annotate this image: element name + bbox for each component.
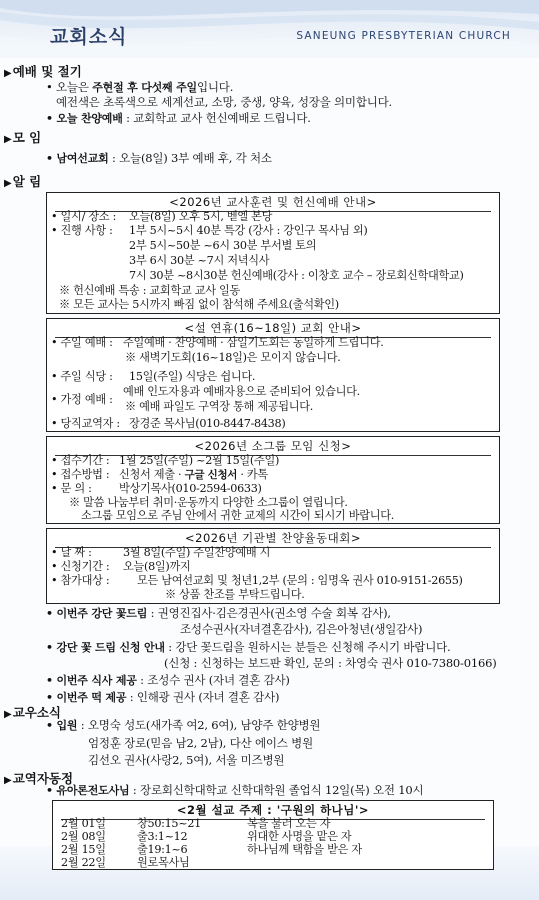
box4-line-3: • 참가대상 : 모든 남여선교회 및 청년1,2부 (문의 : 임명옥 권사 010-9151-2655) — [51, 574, 463, 587]
section-meeting: ▶모 임 — [4, 130, 42, 145]
members-line-2: 엄정훈 장로(믿음 남2, 2남), 다산 에이스 병원 — [88, 736, 313, 750]
box2-line-2: ※ 새벽기도회(16~18일)은 모이지 않습니다. — [125, 351, 341, 364]
triangle-icon: ▶ — [4, 134, 12, 145]
box2-line-5: • 당직교역자 : 장경준 목사님(010-8447-8438) — [51, 417, 286, 430]
flower-apply-line-1: • 강단 꽃 드림 신청 안내 : 강단 꽃드림을 원하시는 분들은 신청해 주시기 바랍니다. — [46, 640, 451, 654]
box4-line-1: • 날 짜 : 3월 8일(주일) 주일찬양예배 시 — [51, 546, 271, 559]
box2-line-4a: 예배 인도자용과 예배자용으로 준비되어 있습니다. — [123, 385, 360, 398]
box2-line-4-label: • 가정 예배 : — [51, 393, 113, 406]
flower-line-1: • 이번주 강단 꽃드림 : 권영진집사·김은경권사(권소영 수술 회복 감사), — [46, 606, 391, 620]
church-name: SANEUNG PRESBYTERIAN CHURCH — [296, 30, 511, 42]
box3-line-2: • 접수방법 : 신청서 제출 · 구글 신청서 · 카톡 — [51, 468, 268, 481]
box2-line-4b: ※ 예배 파일도 구역장 통해 제공됩니다. — [125, 400, 314, 413]
box1-line-7: ※ 모든 교사는 5시까지 빠짐 없이 참석해 주세요(출석확인) — [59, 298, 339, 311]
cake-line: • 이번주 떡 제공 : 인해광 권사 (자녀 결혼 감사) — [46, 690, 280, 704]
sermon-date: 2월 22일 — [61, 856, 106, 869]
box-title: <2026년 기관별 찬양율동대회> — [47, 530, 499, 546]
meal-line: • 이번주 식사 제공 : 조성수 권사 (자녀 결혼 감사) — [46, 673, 290, 687]
box1-line-1: • 일시/ 장소 : 오늘(8일) 오후 5시, 벧엘 본당 — [51, 210, 273, 223]
holiday-box — [46, 318, 500, 432]
box2-line-3: • 주일 식당 : 15일(주일) 식당은 쉽니다. — [51, 370, 256, 383]
sermon-date: 2월 01일 — [61, 817, 106, 830]
box4-line-2: • 신청기간 : 오늘(8일)까지 — [51, 560, 191, 573]
triangle-icon: ▶ — [4, 775, 12, 786]
sermon-title: 위대한 사명을 맡은 자 — [247, 830, 352, 843]
small-group-box — [46, 436, 500, 524]
mission-line: • 유아론전도사님 : 장로회신학대학교 신학대학원 졸업식 12일(목) 오전 10시 — [46, 783, 424, 797]
box3-line-1: • 접수기간 : 1월 25일(주일) ~2월 15일(주일) — [51, 454, 280, 467]
box2-line-1: • 주일 예배 : 주일예배 · 찬양예배 · 삼일기도회는 동일하게 드립니다. — [51, 336, 384, 349]
section-notice: ▶알 림 — [4, 174, 42, 189]
flower-line-2: 조성수권사(자녀결혼감사), 김은아청년(생일감사) — [180, 622, 423, 636]
worship-line-3: • 오늘 찬양예배 : 교회학교 교사 헌신예배로 드립니다. — [46, 111, 311, 125]
triangle-icon: ▶ — [4, 709, 12, 720]
triangle-icon: ▶ — [4, 178, 12, 189]
worship-line-1: • 오늘은 주현절 후 다섯째 주일입니다. — [46, 80, 234, 94]
section-mission: ▶교역자동정 — [4, 771, 74, 786]
sermon-ref: 창50:15~21 — [137, 817, 201, 830]
sermon-date: 2월 08일 — [61, 830, 106, 843]
teacher-training-box — [46, 192, 500, 314]
box3-line-5: 소그룹 모임으로 주님 안에서 귀한 교제의 시간이 되시기 바랍니다. — [81, 509, 394, 522]
sermon-title: 복을 불러 오는 자 — [247, 817, 331, 830]
members-line-1: • 입원 : 오명숙 성도(새가족 여2, 6여), 남양주 한양병원 — [46, 718, 321, 732]
sermon-box — [52, 800, 494, 870]
section-members: ▶교우소식 — [4, 705, 62, 720]
box1-line-5: 7시 30분 ~8시30분 헌신예배(강사 : 이창호 교수 – 장로회신학대학교) — [129, 269, 464, 282]
flower-apply-line-2: (신청 : 신청하는 보드판 확인, 문의 : 차영숙 권사 010-7380-0166) — [164, 656, 497, 670]
members-line-3: 김선오 권사(사랑2, 5여), 서울 미즈병원 — [88, 753, 285, 767]
section-worship: ▶예배 및 절기 — [4, 64, 82, 79]
sermon-date: 2월 15일 — [61, 843, 106, 856]
triangle-icon: ▶ — [4, 68, 12, 79]
box1-line-4: 3부 6시 30분 ~7시 저녁식사 — [129, 254, 270, 267]
box1-line-6: ※ 헌신예배 특송 : 교회학교 교사 일동 — [59, 284, 240, 297]
page-title: 교회소식 — [50, 26, 128, 48]
box1-line-3: 2부 5시~50분 ~6시 30분 부서별 토의 — [129, 239, 317, 252]
box-title: <2026년 소그룹 모임 신청> — [47, 438, 499, 454]
box3-line-4: ※ 말씀 나눔부터 취미·운동까지 다양한 소그룹이 열립니다. — [69, 496, 348, 509]
box-title: <설 연휴(16~18일) 교회 안내> — [47, 320, 499, 336]
box-title: <2026년 교사훈련 및 헌신예배 안내> — [47, 194, 499, 210]
sermon-title: 하나님께 택함을 받은 자 — [247, 843, 362, 856]
sermon-ref: 출3:1~12 — [137, 830, 188, 843]
praise-contest-box — [46, 528, 500, 604]
meeting-line: • 남여선교회 : 오늘(8일) 3부 예배 후, 각 처소 — [46, 151, 272, 165]
sermon-ref: 출19:1~6 — [137, 843, 188, 856]
box3-line-3: • 문 의 : 박상기목사(010-2594-0633) — [51, 482, 262, 495]
sermon-title: <2월 설교 주제 : '구원의 하나님'> — [53, 802, 493, 818]
worship-line-2: 예전색은 초록색으로 세계선교, 소망, 중생, 양육, 성장을 의미합니다. — [56, 95, 393, 109]
header-banner — [0, 0, 539, 58]
box1-line-2: • 진행 사항 : 1부 5시~5시 40분 특강 (강사 : 강인구 목사님 외) — [51, 224, 368, 237]
box4-line-4: ※ 상품 찬조를 부탁드립니다. — [165, 588, 305, 601]
sermon-ref: 원로목사님 — [137, 856, 190, 869]
